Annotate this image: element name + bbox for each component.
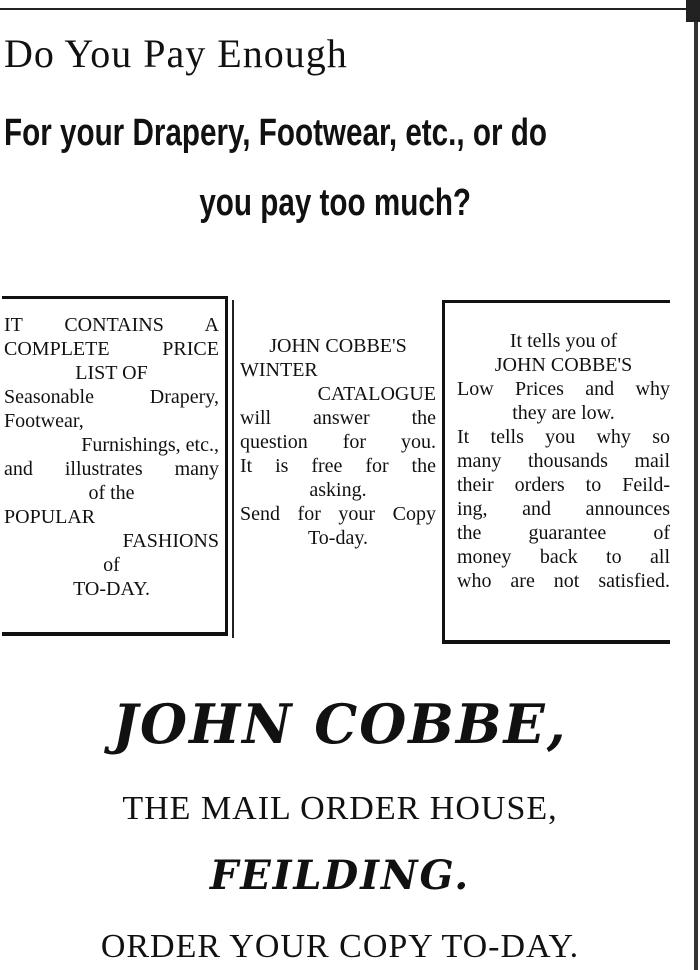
right-line: Low Prices and why	[457, 378, 670, 400]
left-line: Furnishings, etc.,	[81, 434, 219, 456]
brand-name: JOHN COBBE,	[112, 692, 568, 756]
right-line: many thousands mail	[457, 450, 670, 472]
middle-line: CATALOGUE	[317, 383, 436, 405]
left-line: COMPLETE PRICE	[4, 338, 219, 360]
middle-line: It is free for the	[240, 455, 436, 477]
right-column-box	[442, 300, 670, 644]
left-line: and illustrates many	[4, 458, 219, 480]
brand-town: FEILDING.	[209, 852, 471, 899]
headline-line-3	[0, 182, 670, 225]
left-line: Seasonable Drapery,	[4, 386, 219, 408]
middle-line: asking.	[309, 479, 367, 501]
right-line: ing, and announces	[457, 498, 670, 520]
corner-mark	[686, 0, 700, 22]
right-page-edge	[694, 0, 698, 970]
middle-line: will answer the	[240, 407, 436, 429]
headline-line-2: For your Drapery, Footwear, etc., or do	[4, 112, 547, 154]
left-line: POPULAR	[4, 506, 96, 528]
right-line: they are low.	[512, 402, 615, 424]
middle-column	[238, 334, 438, 614]
left-line: Footwear,	[4, 410, 84, 432]
top-rule	[0, 8, 690, 10]
middle-line: Send for your Copy	[240, 503, 436, 525]
middle-line: question for you.	[240, 431, 436, 453]
right-line: It tells you of	[509, 330, 618, 352]
headline-line-1: Do You Pay Enough	[4, 31, 348, 76]
left-line: LIST OF	[75, 362, 148, 384]
middle-line: WINTER	[240, 359, 318, 381]
right-line: who are not satisfied.	[457, 570, 670, 592]
right-line: the guarantee of	[457, 522, 670, 544]
left-line: of	[103, 554, 120, 576]
headline-line-3-text: you pay too much?	[199, 182, 471, 224]
column-divider	[232, 300, 234, 638]
right-line: JOHN COBBE'S	[494, 354, 633, 376]
middle-line: To-day.	[307, 527, 369, 549]
brand-subtitle: THE MAIL ORDER HOUSE,	[122, 790, 558, 827]
left-line: of the	[88, 482, 135, 504]
left-line: FASHIONS	[122, 530, 219, 552]
middle-line: JOHN COBBE'S	[269, 335, 407, 357]
right-line: It tells you why so	[457, 426, 670, 448]
left-line: IT CONTAINS A	[4, 314, 219, 336]
call-to-action: ORDER YOUR COPY TO-DAY.	[100, 928, 580, 965]
left-line: TO-DAY.	[73, 578, 150, 600]
right-line: their orders to Feild-	[457, 474, 670, 496]
left-column-box	[2, 296, 228, 636]
right-line: money back to all	[457, 546, 670, 568]
